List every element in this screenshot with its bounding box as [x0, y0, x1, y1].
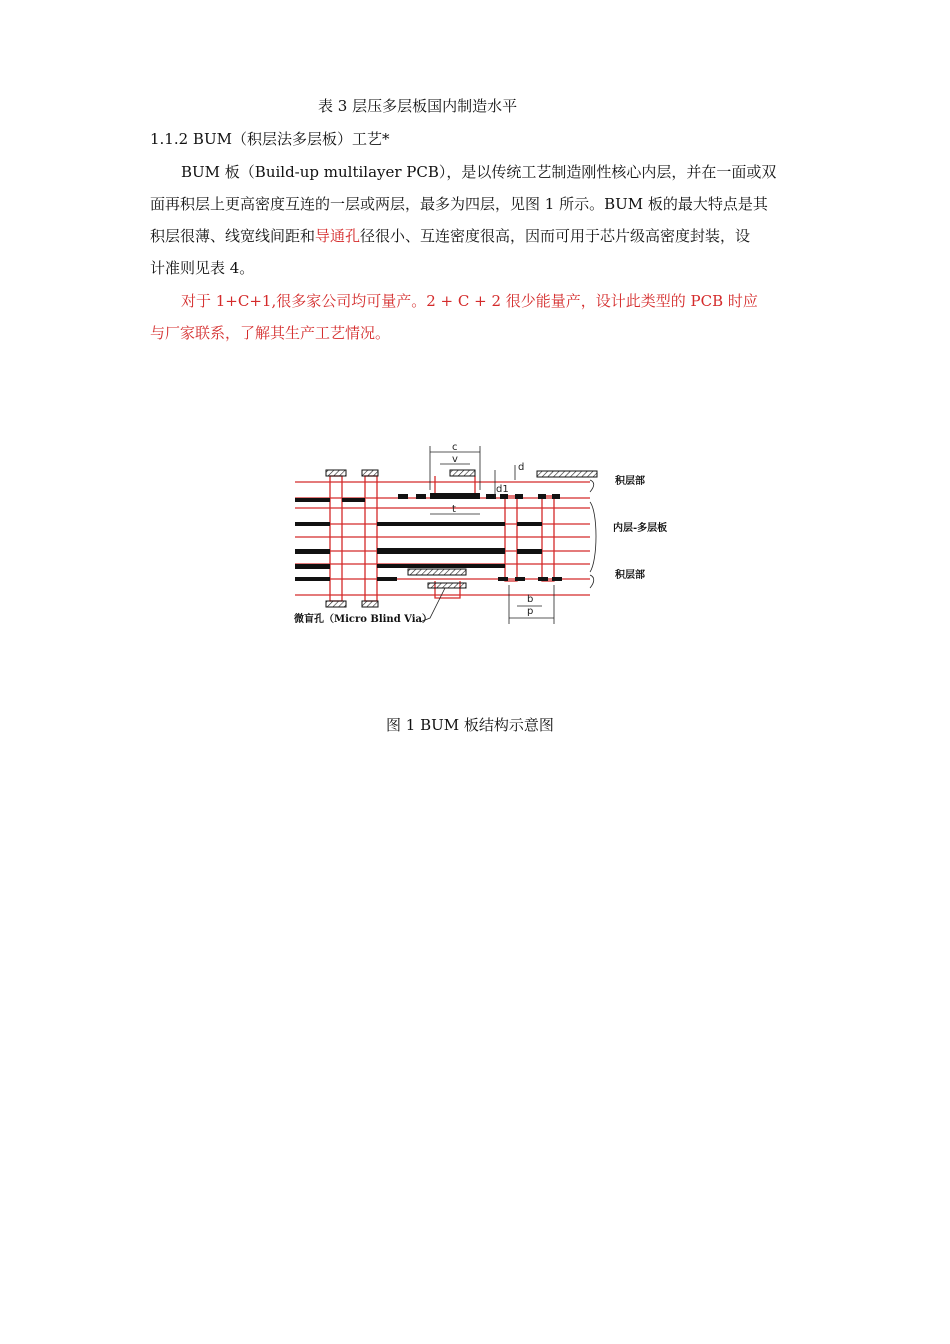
hatched-pads [326, 470, 597, 607]
figure-caption: 图 1 BUM 板结构示意图 [386, 716, 554, 734]
bum-structure-diagram [290, 440, 680, 640]
paragraph-line [150, 226, 750, 246]
text-segment: 径很小、互连密度很高，因而可用于芯片级高密度封装，设 [360, 227, 751, 245]
label-build-up-bottom: 积层部 [615, 570, 645, 581]
dim-label-t: t [452, 504, 456, 515]
dim-label-d1: d1 [496, 484, 509, 495]
table-caption: 表 3 层压多层板国内制造水平 [318, 97, 518, 115]
text-segment: 积层很薄、线宽线间距和 [150, 227, 316, 245]
dim-label-v: v [452, 454, 458, 465]
paragraph-line: 计准则见表 4。 [150, 259, 255, 277]
paragraph-line: BUM 板（Build-up multilayer PCB），是以传统工艺制造刚性核心内层，并在一面或双 [181, 163, 777, 181]
label-micro-blind-via: 微盲孔（Micro Blind Via） [294, 614, 433, 625]
section-heading: 1.1.2 BUM（积层法多层板）工艺* [150, 130, 390, 148]
paragraph-line: 面再积层上更高密度互连的一层或两层，最多为四层，见图 1 所示。BUM 板的最大特点是其 [150, 195, 768, 213]
paragraph-line: 对于 1+C+1,很多家公司均可量产。2 + C + 2 很少能量产，设计此类型的 PCB 时应 [181, 292, 758, 310]
dim-label-p: p [527, 606, 534, 617]
label-inner-multilayer: 内层-多层板 [613, 523, 668, 534]
dim-label-b: b [527, 594, 534, 605]
label-build-up-top: 积层部 [615, 476, 645, 487]
paragraph-line: 与厂家联系，了解其生产工艺情况。 [150, 324, 391, 342]
dim-label-d: d [518, 462, 525, 473]
dim-label-c: c [452, 442, 458, 453]
highlighted-term: 导通孔 [315, 227, 361, 245]
